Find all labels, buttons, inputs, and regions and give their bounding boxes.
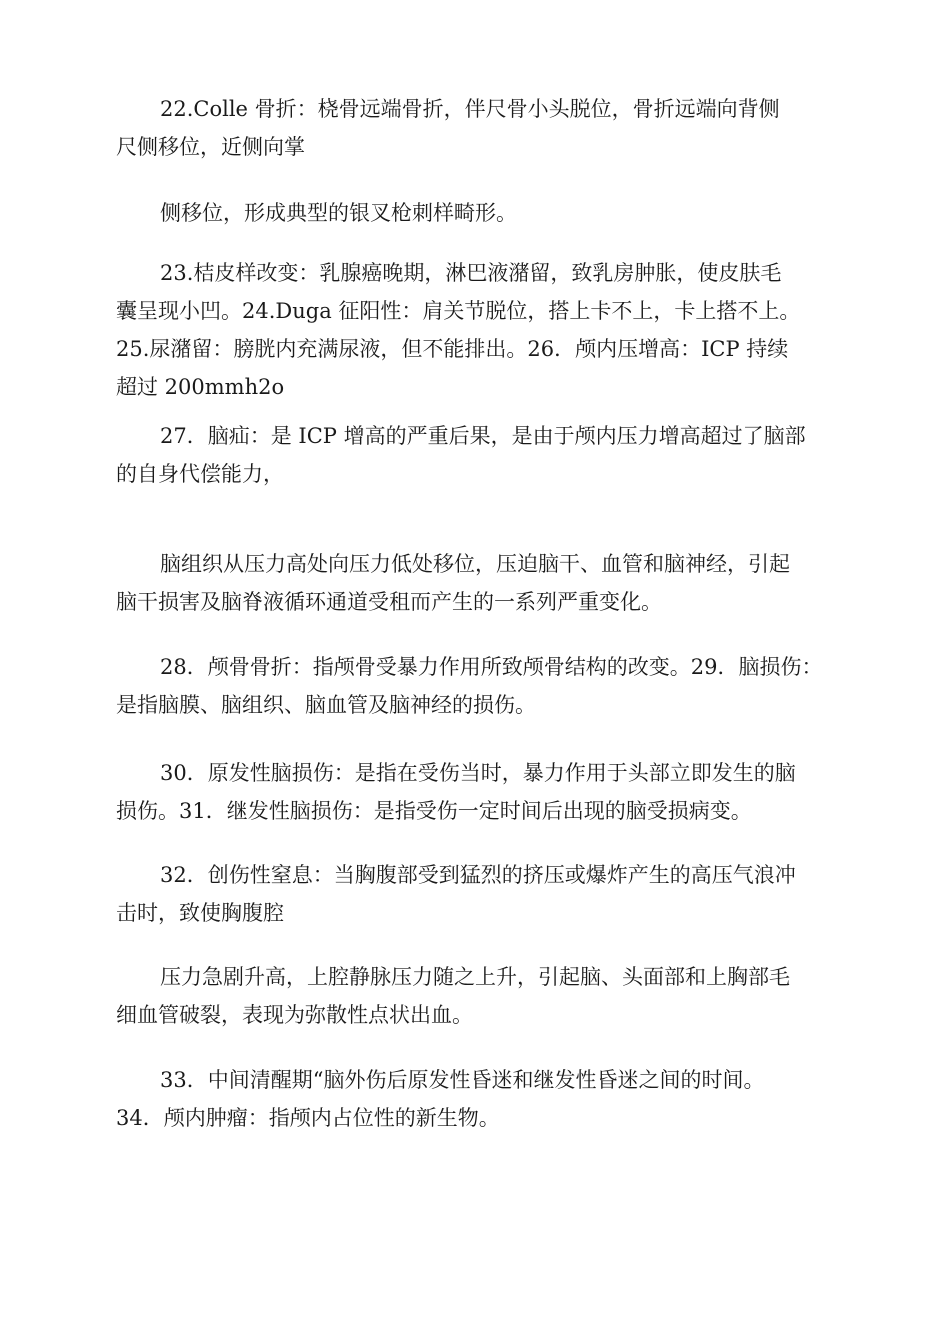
- paragraph-28-29: [116, 648, 876, 724]
- text-line: 压力急剧升高，上腔静脉压力随之上升，引起脑、头面部和上胸部毛: [160, 965, 790, 989]
- paragraph-32: [116, 856, 876, 932]
- paragraph-27-cont: [116, 545, 876, 621]
- paragraph-32-cont: [116, 958, 876, 1034]
- text-line: 23.桔皮样改变：乳腺癌晚期，淋巴液潴留，致乳房肿胀，使皮肤毛: [160, 261, 782, 285]
- paragraph-30-31: [116, 754, 876, 830]
- text-line: 损伤。31．继发性脑损伤：是指受伤一定时间后出现的脑受损病变。: [116, 799, 752, 823]
- paragraph-23-26: [116, 254, 876, 406]
- paragraph-33-34: [116, 1061, 876, 1137]
- text-line: 的自身代偿能力，: [116, 462, 284, 486]
- text-line: 细血管破裂，表现为弥散性点状出血。: [116, 1003, 473, 1027]
- text-line: 囊呈现小凹。24.Duga 征阳性：肩关节脱位，搭上卡不上，卡上搭不上。: [116, 299, 801, 323]
- text-line: 超过 200mmh2o: [116, 375, 285, 399]
- text-line: 28．颅骨骨折：指颅骨受暴力作用所致颅骨结构的改变。29．脑损伤：: [160, 655, 823, 679]
- text-line: 22.Colle 骨折：桡骨远端骨折，伴尺骨小头脱位，骨折远端向背侧: [160, 97, 780, 121]
- text-line: 30．原发性脑损伤：是指在受伤当时，暴力作用于头部立即发生的脑: [160, 761, 796, 785]
- text-line: 尺侧移位，近侧向掌: [116, 135, 305, 159]
- text-line: 34．颅内肿瘤：指颅内占位性的新生物。: [116, 1106, 500, 1130]
- text-line: 25.尿潴留：膀胱内充满尿液，但不能排出。26．颅内压增高：ICP 持续: [116, 337, 789, 361]
- text-line: 侧移位，形成典型的银叉枪刺样畸形。: [160, 201, 517, 225]
- paragraph-22-cont: [116, 194, 876, 232]
- text-line: 27．脑疝：是 ICP 增高的严重后果，是由于颅内压力增高超过了脑部: [160, 424, 806, 448]
- text-line: 33．中间清醒期“脑外伤后原发性昏迷和继发性昏迷之间的时间。: [160, 1068, 765, 1092]
- paragraph-27: [116, 417, 876, 493]
- text-line: 脑组织从压力高处向压力低处移位，压迫脑干、血管和脑神经，引起: [160, 552, 790, 576]
- text-line: 32．创伤性窒息：当胸腹部受到猛烈的挤压或爆炸产生的高压气浪冲: [160, 863, 796, 887]
- text-line: 是指脑膜、脑组织、脑血管及脑神经的损伤。: [116, 693, 536, 717]
- text-line: 脑干损害及脑脊液循环通道受租而产生的一系列严重变化。: [116, 590, 662, 614]
- text-line: 击时，致使胸腹腔: [116, 901, 284, 925]
- paragraph-22: [116, 90, 876, 166]
